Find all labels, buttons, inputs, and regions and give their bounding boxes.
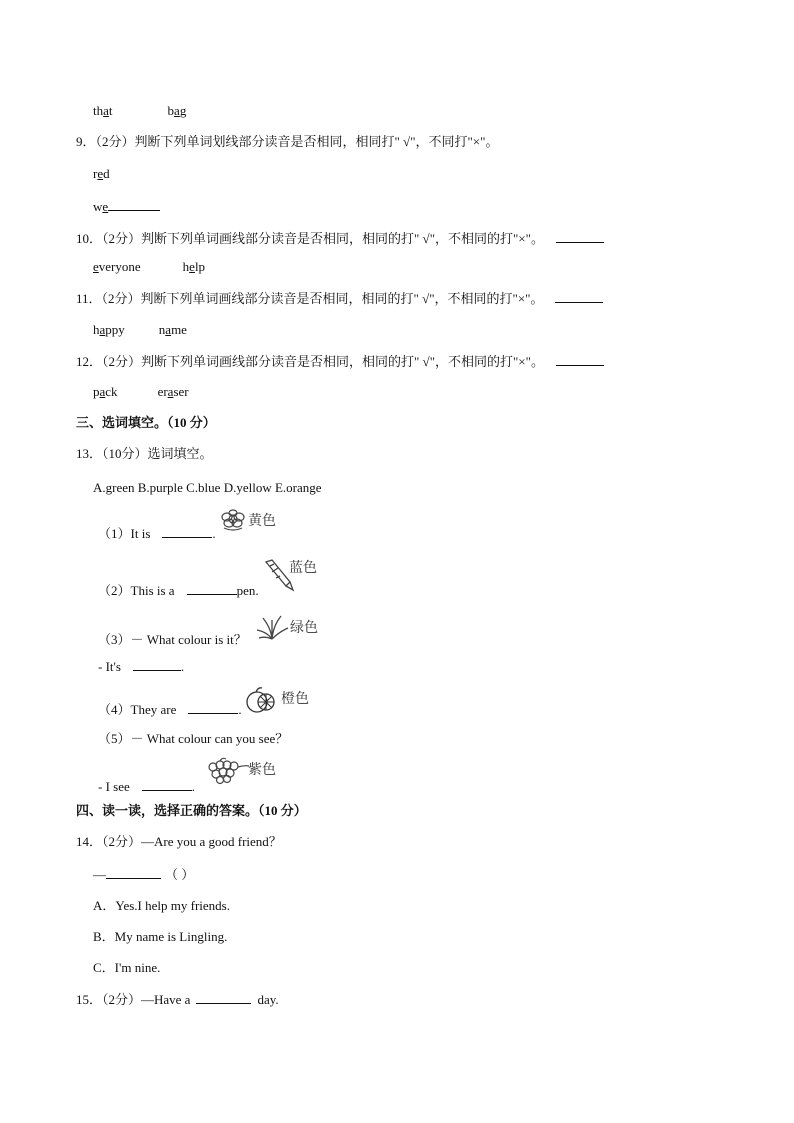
- word-eraser: eraser: [157, 384, 189, 399]
- q12-words: [93, 384, 189, 400]
- question-11-stem: 11．（2分）判断下列单词画线部分读音是否相同，相同的打" √"，不相同的打"×"。: [76, 290, 603, 307]
- word-pack: pack: [93, 384, 118, 399]
- question-13-stem: 13．（10分）选词填空。: [76, 446, 213, 461]
- q13-options: A.green B.purple C.blue D.yellow E.orange: [93, 480, 322, 495]
- answer-blank[interactable]: [108, 198, 160, 211]
- q13-item-4: （4）They are .: [98, 702, 242, 717]
- q13-item-1: （1）It is .: [98, 526, 216, 541]
- q13-item-5: （5）－ What colour can you see？: [98, 731, 289, 746]
- q8-words: [93, 103, 186, 119]
- grass-icon: [255, 614, 289, 640]
- word-name: name: [158, 322, 187, 337]
- question-10-stem: 10．（2分）判断下列单词画线部分读音是否相同，相同的打" √"，不相同的打"×"。: [76, 230, 604, 247]
- word-red: red: [93, 166, 110, 181]
- answer-blank[interactable]: [142, 778, 192, 791]
- answer-blank[interactable]: [188, 701, 238, 714]
- label-orange: 橙色: [281, 691, 309, 707]
- word-bag: bag: [167, 103, 187, 118]
- question-12-stem: 12．（2分）判断下列单词画线部分读音是否相同，相同的打" √"，不相同的打"×"。: [76, 353, 604, 370]
- q10-words: [93, 259, 205, 275]
- q14-choice-b[interactable]: B．My name is Lingling.: [93, 929, 228, 944]
- label-green: 绿色: [290, 620, 318, 636]
- label-purple: 紫色: [248, 762, 276, 778]
- orange-icon: [246, 685, 278, 715]
- q13-item-3: （3）－ What colour is it？: [98, 632, 247, 647]
- word-everyone: everyone: [93, 259, 141, 274]
- q14-choice-c[interactable]: C．I'm nine.: [93, 960, 161, 975]
- q13-item-3-answer: - It's .: [98, 659, 185, 674]
- section-4-title: 四、读一读，选择正确的答案。（10 分）: [76, 803, 307, 818]
- answer-paren[interactable]: （ ）: [165, 867, 195, 882]
- section-3-title: 三、选词填空。（10 分）: [76, 415, 216, 430]
- answer-blank[interactable]: [196, 991, 251, 1004]
- question-15-stem: 15．（2分）—Have a day.: [76, 992, 279, 1007]
- word-happy: happy: [93, 322, 125, 337]
- q14-choice-a[interactable]: A．Yes.I help my friends.: [93, 898, 230, 913]
- grapes-icon: [206, 757, 250, 785]
- label-blue: 蓝色: [289, 560, 317, 576]
- word-help: help: [182, 259, 206, 274]
- q11-words: [93, 322, 187, 338]
- answer-blank[interactable]: [556, 230, 604, 243]
- word-that: that: [93, 103, 113, 118]
- answer-blank[interactable]: [187, 582, 237, 595]
- q13-item-5-answer: - I see .: [98, 779, 196, 794]
- label-yellow: 黄色: [248, 513, 276, 529]
- q13-item-2: （2）This is a pen.: [98, 583, 259, 598]
- word-we: we: [93, 198, 160, 215]
- answer-blank[interactable]: [106, 866, 161, 879]
- answer-blank[interactable]: [162, 525, 212, 538]
- answer-blank[interactable]: [556, 353, 604, 366]
- question-9-stem: 9．（2分）判断下列单词划线部分读音是否相同，相同打" √"，不同打"×"。: [76, 134, 499, 149]
- q14-answer-line: — （ ）: [93, 867, 195, 882]
- question-14-stem: 14．（2分）—Are you a good friend？: [76, 834, 282, 849]
- answer-blank[interactable]: [133, 658, 181, 671]
- flower-icon: [218, 508, 248, 532]
- answer-blank[interactable]: [555, 290, 603, 303]
